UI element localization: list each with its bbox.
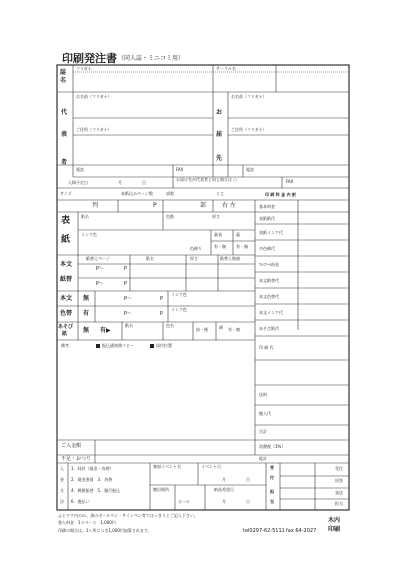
- event-day: 日: [246, 477, 250, 482]
- endpaper-front-back[interactable]: 前・後: [196, 327, 208, 332]
- price-row-print: 印 刷 代: [259, 345, 274, 350]
- price-row-foil: ｱﾙﾐﾌｰﾙ料金: [259, 262, 279, 267]
- event-date-label: イベント日: [201, 464, 221, 469]
- color-ink-1: インク色: [171, 292, 187, 297]
- reception-manager: 担当: [335, 501, 343, 506]
- color-p-2: P: [160, 311, 164, 317]
- footer-note-2: 書入料金 1スペース 1,000円: [58, 520, 116, 525]
- rep-name-label: お名前（フリガナ）: [76, 94, 112, 99]
- method-option-4[interactable]: 6．後払い: [71, 499, 90, 504]
- cover-yes-no-2[interactable]: 有・無: [236, 244, 248, 249]
- body-p-1: P: [124, 266, 128, 272]
- rep-label-2: 表: [61, 131, 68, 138]
- endpaper-none[interactable]: 無: [83, 327, 90, 334]
- schedule-fax-label: FAX: [286, 179, 294, 184]
- endpaper-yes-no[interactable]: 有・無: [228, 327, 240, 332]
- pages-label: 本紙込みページ数: [121, 191, 153, 196]
- endpaper-yes[interactable]: 有▶: [100, 327, 111, 334]
- rep-label-3: 者: [61, 159, 68, 166]
- cover-ink: インク色: [81, 232, 97, 237]
- color-swap-label-1: 本文: [60, 295, 73, 302]
- body-swap-label-2: 紙替: [60, 276, 73, 283]
- body-range-1[interactable]: P〜: [96, 266, 105, 272]
- cover-ura: 裏: [236, 232, 240, 237]
- cover-color: 色数: [166, 214, 174, 219]
- delivery-month: 月: [222, 499, 226, 504]
- name-label-1: 誌: [60, 69, 67, 76]
- method-option-3[interactable]: 4．郵便振替 5．銀行振込: [71, 488, 121, 493]
- price-row-body-color: 本文色替代: [259, 294, 279, 299]
- endpaper-paper-name: 紙名: [125, 323, 133, 328]
- method-label-1: 入: [60, 466, 64, 471]
- color-swap-label-2: 色替: [60, 310, 73, 317]
- reception-answer: 回答: [335, 478, 343, 483]
- footer-tel: tel0297-62-5111: [243, 528, 285, 534]
- color-range-2[interactable]: P〜: [124, 311, 133, 317]
- rep-address-field[interactable]: [76, 134, 211, 164]
- notes-request: 添付位置: [156, 343, 172, 348]
- delivery-label-1: お: [216, 109, 223, 116]
- copy-checkbox[interactable]: [96, 344, 100, 348]
- color-p-1: P: [160, 296, 164, 302]
- delivery-date-label: 納品希望日: [214, 487, 234, 492]
- cover-yes-no[interactable]: 有・無: [214, 244, 226, 249]
- same-as-rep-label: お届け先が代表者と同じ場合は ○: [176, 177, 237, 182]
- reception-received: 受付: [335, 466, 343, 471]
- company-logo-2: 印刷: [328, 526, 341, 533]
- body-swap-thickness: 紙替え数値: [220, 256, 240, 261]
- price-tax: 消費税（3%）: [259, 444, 286, 449]
- footer-note-3: 印刷の場合は、1ヶ所につき1,000円加算されます。: [58, 528, 152, 533]
- reception-label-1: 受: [270, 465, 274, 470]
- cover-label-2: 紙: [61, 235, 71, 245]
- payment-amount: ご入金額: [61, 443, 82, 449]
- size-label: サイズ: [60, 191, 72, 196]
- price-row-multicolor: 多色刷代: [259, 246, 275, 251]
- delivery-name-field[interactable]: [231, 101, 347, 117]
- notes-label: 備考：: [61, 343, 73, 348]
- price-row-cover-paper: 表紙紙代: [259, 216, 275, 221]
- method-label-4: 法: [60, 499, 64, 504]
- footer-note-1: ふとワク内のみ、黒のボールペン・サインペン等ではっきりとご記入下さい。: [58, 513, 198, 518]
- name-label-2: 名: [60, 77, 67, 84]
- form-title: 印刷発注書: [62, 52, 117, 65]
- arrival-month: 月: [118, 180, 122, 185]
- delivery-label-3: 先: [216, 155, 223, 162]
- event-month: 月: [222, 477, 226, 482]
- title-field[interactable]: [78, 73, 211, 91]
- cover-paper-name: 紙名: [81, 214, 89, 219]
- binding-label: とじ: [216, 191, 224, 196]
- rep-fax-label: FAX: [176, 167, 184, 172]
- color-swap-yes[interactable]: 有: [83, 310, 90, 317]
- payment-diff: 不足・おつり: [61, 456, 91, 462]
- method-label-3: 方: [60, 488, 64, 493]
- body-p-2: P: [124, 281, 128, 287]
- method-option-1[interactable]: 1．同封（現金・為替）: [71, 466, 114, 471]
- copies-label: 部数: [166, 191, 174, 196]
- price-total: 総計: [259, 456, 267, 461]
- method-label-2: 金: [60, 477, 64, 482]
- body-range-2[interactable]: P〜: [96, 281, 105, 287]
- delivery-phone-label: 電話: [246, 167, 254, 172]
- binding-options[interactable]: 右 左: [222, 202, 236, 209]
- delivery-address-label: ご住所（フリガナ）: [231, 127, 267, 132]
- footer-fax: fax 64-2027: [286, 528, 317, 534]
- endpaper-label-1: あそび: [58, 324, 74, 330]
- rep-phone-label: 電話: [76, 167, 84, 172]
- price-header: 印 刷 料 金 内 訳: [265, 192, 296, 197]
- color-ink-2: インク色: [171, 307, 187, 312]
- arrival-label: 入稿予定日: [68, 180, 88, 185]
- notes-copy: 振込通知書コピー: [102, 343, 134, 348]
- delivery-day: 日: [246, 499, 250, 504]
- company-logo-1: 木内: [328, 517, 341, 524]
- copies-unit: 部: [200, 202, 207, 209]
- rep-name-field[interactable]: [76, 101, 211, 117]
- delivery-label-2: 届: [216, 131, 223, 138]
- price-subtotal: 合計: [259, 429, 267, 434]
- reception-label-4: 当: [270, 499, 274, 504]
- price-row-basic: 基本料金: [259, 204, 275, 209]
- price-delivery-fee: 搬入代: [259, 411, 271, 416]
- cover-thickness: 厚さ: [212, 214, 220, 219]
- endpaper-label-2: 紙: [62, 331, 68, 337]
- color-swap-none[interactable]: 無: [83, 295, 90, 302]
- price-row-cover-ink: 表紙インク代: [259, 230, 283, 235]
- furigana-label: フリガナ: [76, 66, 92, 71]
- body-swap-pages: 紙替えページ: [86, 256, 110, 261]
- circle-name-field[interactable]: [216, 73, 274, 91]
- reception-ship: 発送: [335, 490, 343, 495]
- event-name-label: 参加イベント名: [153, 464, 181, 469]
- price-row-body-ink: 本文インク代: [259, 310, 283, 315]
- cover-back-color: 色刷り: [190, 246, 202, 251]
- pages-unit: P: [153, 202, 157, 209]
- price-shipping: 送料: [259, 392, 267, 397]
- body-thickness: 厚さ: [190, 256, 198, 261]
- booth-label: 搬出場所: [153, 487, 169, 492]
- rep-address-label: ご住所（フリガナ）: [76, 127, 112, 132]
- method-option-2[interactable]: 2．現金書留 3．為替: [71, 477, 113, 482]
- hall-label: ホール: [178, 499, 190, 504]
- form-subtitle: （同人誌・ミニコミ用）: [118, 55, 185, 62]
- endpaper-spread: 刷: [219, 325, 223, 330]
- price-row-body-paper: 本文紙替代: [259, 278, 279, 283]
- rep-label-1: 代: [61, 109, 68, 116]
- notes-field[interactable]: [60, 352, 252, 438]
- size-unit: 判: [92, 202, 99, 209]
- price-row-endpaper: あそび紙代: [259, 326, 279, 331]
- delivery-name-label: お名前（フリガナ）: [231, 94, 267, 99]
- cover-ura-omote: 裏表: [214, 232, 222, 237]
- endpaper-color: 色名: [166, 323, 174, 328]
- reception-label-2: 付: [270, 475, 274, 480]
- circle-name-label: サークル名: [216, 66, 236, 71]
- delivery-address-field[interactable]: [231, 134, 347, 164]
- body-swap-label-1: 本文: [60, 261, 73, 268]
- color-range-1[interactable]: P〜: [124, 296, 133, 302]
- reception-label-3: 担: [270, 489, 274, 494]
- arrival-day: 日: [142, 180, 146, 185]
- request-checkbox[interactable]: [150, 344, 154, 348]
- cover-label-1: 表: [61, 216, 71, 226]
- body-paper-name: 紙名: [146, 256, 154, 261]
